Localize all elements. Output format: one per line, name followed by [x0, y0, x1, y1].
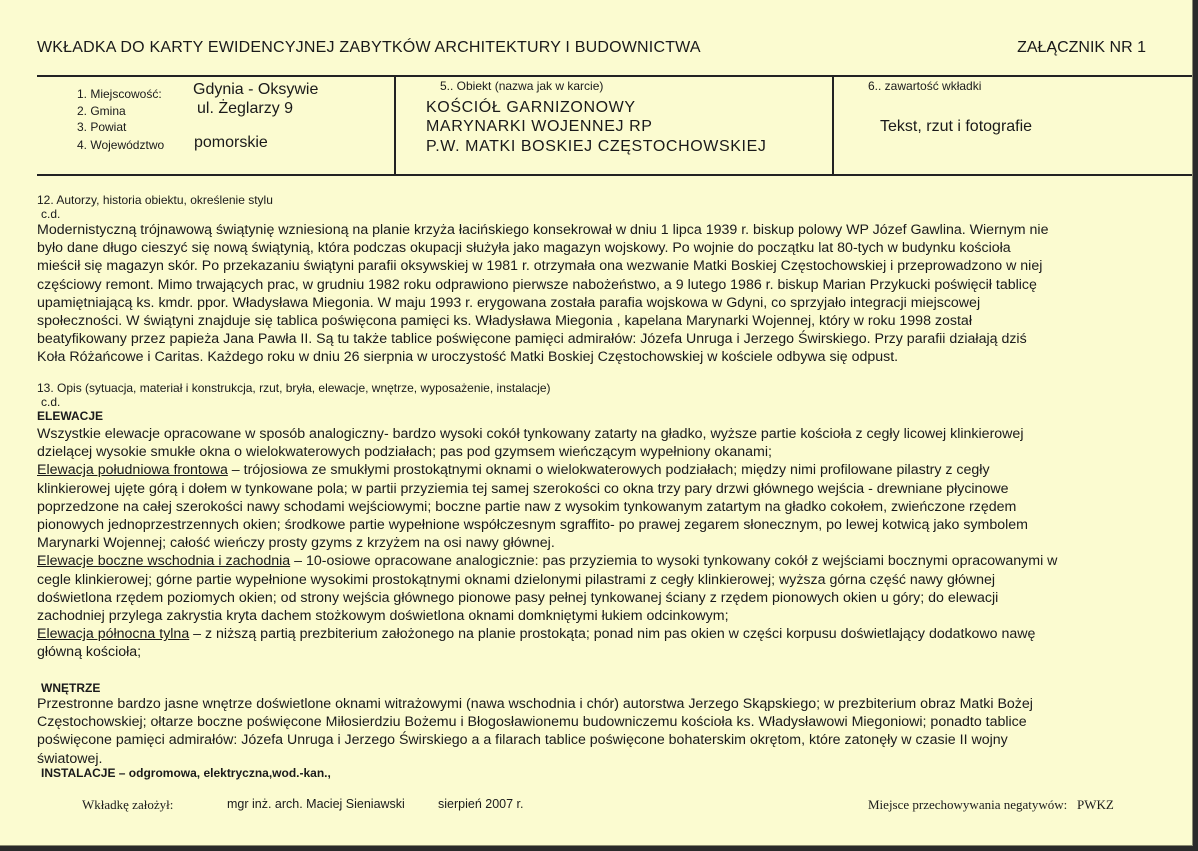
text-line: upamiętniającą ks. kmdr. ppor. Władysława Miegonia. W maju 1993 r. erygowana została parafia wojskowa w Gdyni, co sprzyjało integracji miejscowej	[37, 294, 981, 311]
text-line: klinkierowej ujęte górą i dołem w tynkowane pola; w partii przyziemia tej samej szerokości co okna trzy pary drzwi głównego wejścia - drewniane płycinowe	[37, 480, 1009, 497]
installations-line: INSTALACJE – odgromowa, elektryczna,wod.-kan.,	[41, 766, 331, 780]
value-voivodeship: pomorskie	[194, 134, 268, 151]
north-elevation-title: Elewacja północna tylna	[37, 626, 190, 643]
negatives-location: PWKZ	[1077, 797, 1114, 812]
value-locality: Gdynia - Oksywie	[193, 81, 319, 98]
text-line: główną kościoła;	[37, 644, 142, 661]
header-divider-2	[832, 75, 834, 175]
text-line: Częstochowskiej; ołtarze boczne poświęcone Miłosierdziu Bożemu i Błogosławionemu budowniczemu kościoła ks. Władysławowi Miegoniowi; ponadto tablice	[37, 714, 1027, 731]
header-divider-1	[394, 75, 396, 175]
text-line: zachodniej przylega zakrystia kryta dachem stożkowym doświetlona oknami domkniętymi łukiem odcinkowym;	[37, 608, 729, 625]
label-locality: 1. Miejscowość:	[77, 87, 162, 101]
author-name: mgr inż. arch. Maciej Sieniawski	[227, 797, 405, 811]
text-line: pionowych jednoprzestrzennych okien; środkowe partie wypełnione współczesnym sgraffito- po prawej zegarem słonecznym, po lewej kotwicą jako symbolem	[37, 517, 1028, 534]
object-name-line-2: MARYNARKI WOJENNEJ RP	[426, 118, 653, 135]
label-insert-content: 6.. zawartość wkładki	[868, 79, 982, 93]
label-object: 5.. Obiekt (nazwa jak w karcie)	[440, 79, 604, 93]
north-elevation-text: – z niższą partią prezbiterium założonego na planie prostokąta; ponad nim pas okien w części korpusu doświetlający dodatkowo nawę	[189, 626, 1036, 643]
label-commune: 2. Gmina	[77, 104, 126, 118]
text-line: cegle klinkierowej; górne partie wypełnione wysokimi prostokątnymi oknami dzielonymi pilastrami z cegły klinkierowej; wyższa górna część nawy głównej	[37, 571, 996, 588]
text-line: światowej.	[37, 750, 103, 767]
text-line: Wszystkie elewacje opracowane w sposób analogiczny- bardzo wysoki cokół tynkowany zatarty na gładko, wyższe partie kościoła z cegły licowej klinkierowej	[37, 426, 1024, 442]
text-line: mieścił się magazyn skór. Po przekazaniu świątyni parafii oksywskiej w 1981 r. otrzymała ona wezwanie Matki Boskiej Częstochowskiej i przeprowadzono w niej	[37, 258, 1043, 275]
label-county: 3. Powiat	[77, 120, 127, 134]
section-13-cd: c.d.	[41, 395, 61, 409]
section-12-heading: 12. Autorzy, historia obiektu, określenie stylu	[37, 193, 273, 207]
negatives-label: Miejsce przechowywania negatywów:	[868, 797, 1068, 812]
text-line: Koła Różańcowe i Caritas. Każdego roku w dniu 26 sierpnia w uroczystość Matki Boskiej Częstochowskiej w kościele odbywa się odpust.	[37, 349, 899, 366]
text-line: było dane długo cieszyć się nową świątynią, która podczas okupacji służyła jako magazyn wojskowy. Po wojnie do początku lat 80-tych w budynku kościoła	[37, 240, 1011, 257]
interior-text	[37, 695, 1167, 768]
value-address: ul. Żeglarzy 9	[197, 100, 294, 117]
interior-heading: WNĘTRZE	[41, 681, 101, 695]
author-label: Wkładkę założył:	[82, 797, 174, 812]
text-line: Przestronne bardzo jasne wnętrze doświetlone oknami witrażowymi (nawa wschodnia i chór) autorstwa Jerzego Skąpskiego; w prezbiterium obraz Matki Bożej	[37, 696, 1033, 712]
value-insert-content: Tekst, rzut i fotografie	[880, 118, 1033, 135]
text-line: Modernistyczną trójnawową świątynię wzniesioną na planie krzyża łacińskiego konsekrował w dniu 1 lipca 1939 r. biskup polowy WP Józef Gawlina. Wiernym nie	[37, 222, 1049, 238]
side-elevations-title: Elewacje boczne wschodnia i zachodnia	[37, 553, 291, 570]
section-12-cd: c.d.	[41, 207, 61, 221]
author-date: sierpień 2007 r.	[438, 797, 524, 811]
side-elevations-text: – 10-osiowe opracowane analogicznie: pas przyziemia to wysoki tynkowany cokół z wejściami bocznymi opracowanymi w	[290, 553, 1058, 570]
object-name-line-1: KOŚCIÓŁ GARNIZONOWY	[426, 99, 636, 116]
text-line: poprzedzone na całej szerokości nawy schodami wejściowymi; boczne partie naw z wysokim tynkowanym zatartym na gładko cokołem, zwieńczone rzędem	[37, 498, 1017, 515]
text-line	[37, 461, 1167, 479]
text-line: dzielącej wysokie smukłe okna o wielokwaterowych podziałach; pas pod gzymsem wieńczącym wypełniony okanami;	[37, 444, 772, 461]
text-line: poświęcone pamięci admirałów: Józefa Unruga i Jerzego Świrskiego a a filarach tablice poświęcone bohaterskim okrętom, które zatonęły w czasie II wojny	[37, 732, 1008, 749]
header-bottom-rule	[37, 174, 1192, 176]
text-line: społeczności. W świątyni znajduje się tablica poświęcona pamięci ks. Władysława Miegonia , kapelana Marynarki Wojennej, który w roku 1998 został	[37, 313, 972, 330]
object-name-line-3: P.W. MATKI BOSKIEJ CZĘSTOCHOWSKIEJ	[426, 138, 767, 155]
text-line	[37, 625, 1167, 643]
document-title: WKŁADKA DO KARTY EWIDENCYJNEJ ZABYTKÓW ARCHITEKTURY I BUDOWNICTWA	[37, 39, 701, 56]
elevations-heading: ELEWACJE	[37, 409, 104, 423]
text-line	[37, 552, 1167, 570]
section-13-heading: 13. Opis (sytuacja, materiał i konstrukcja, rzut, bryła, elewacje, wnętrze, wyposażenie, instalacje)	[37, 381, 551, 395]
text-line: doświetlona rzędem poziomych okien; od strony wejścia głównego pionowe pasy pełnej tynkowanej ściany z rzędem pionowych okien u góry; do elewacji	[37, 589, 999, 606]
elevations-text	[37, 425, 1167, 662]
text-line: częściowy remont. Mimo trwających prac, w grudniu 1982 roku odprawiono pierwsze nabożeństwo, a 9 lutego 1986 r. biskup Marian Przykucki poświęcił tablicę	[37, 276, 1037, 293]
south-elevation-text: – trójosiowa ze smukłymi prostokątnymi oknami o wielokwaterowych podziałach; między nimi profilowane pilastry z cegły	[227, 462, 990, 479]
label-voivodeship: 4. Województwo	[77, 138, 165, 152]
text-line: Marynarki Wojennej; całość wieńczy prosty gzyms z krzyżem na osi nawy głównej.	[37, 535, 555, 552]
south-elevation-title: Elewacja południowa frontowa	[37, 462, 228, 479]
attachment-number: ZAŁĄCZNIK NR 1	[1017, 39, 1146, 56]
text-line: beatyfikowany przez papieża Jana Pawła II. Są tu także tablice poświęcone pamięci admirałów: Józefa Unruga i Jerzego Świrskiego. Przy parafii działają dziś	[37, 331, 1027, 348]
header-top-rule	[37, 75, 1192, 77]
section-12-text	[37, 221, 1167, 367]
